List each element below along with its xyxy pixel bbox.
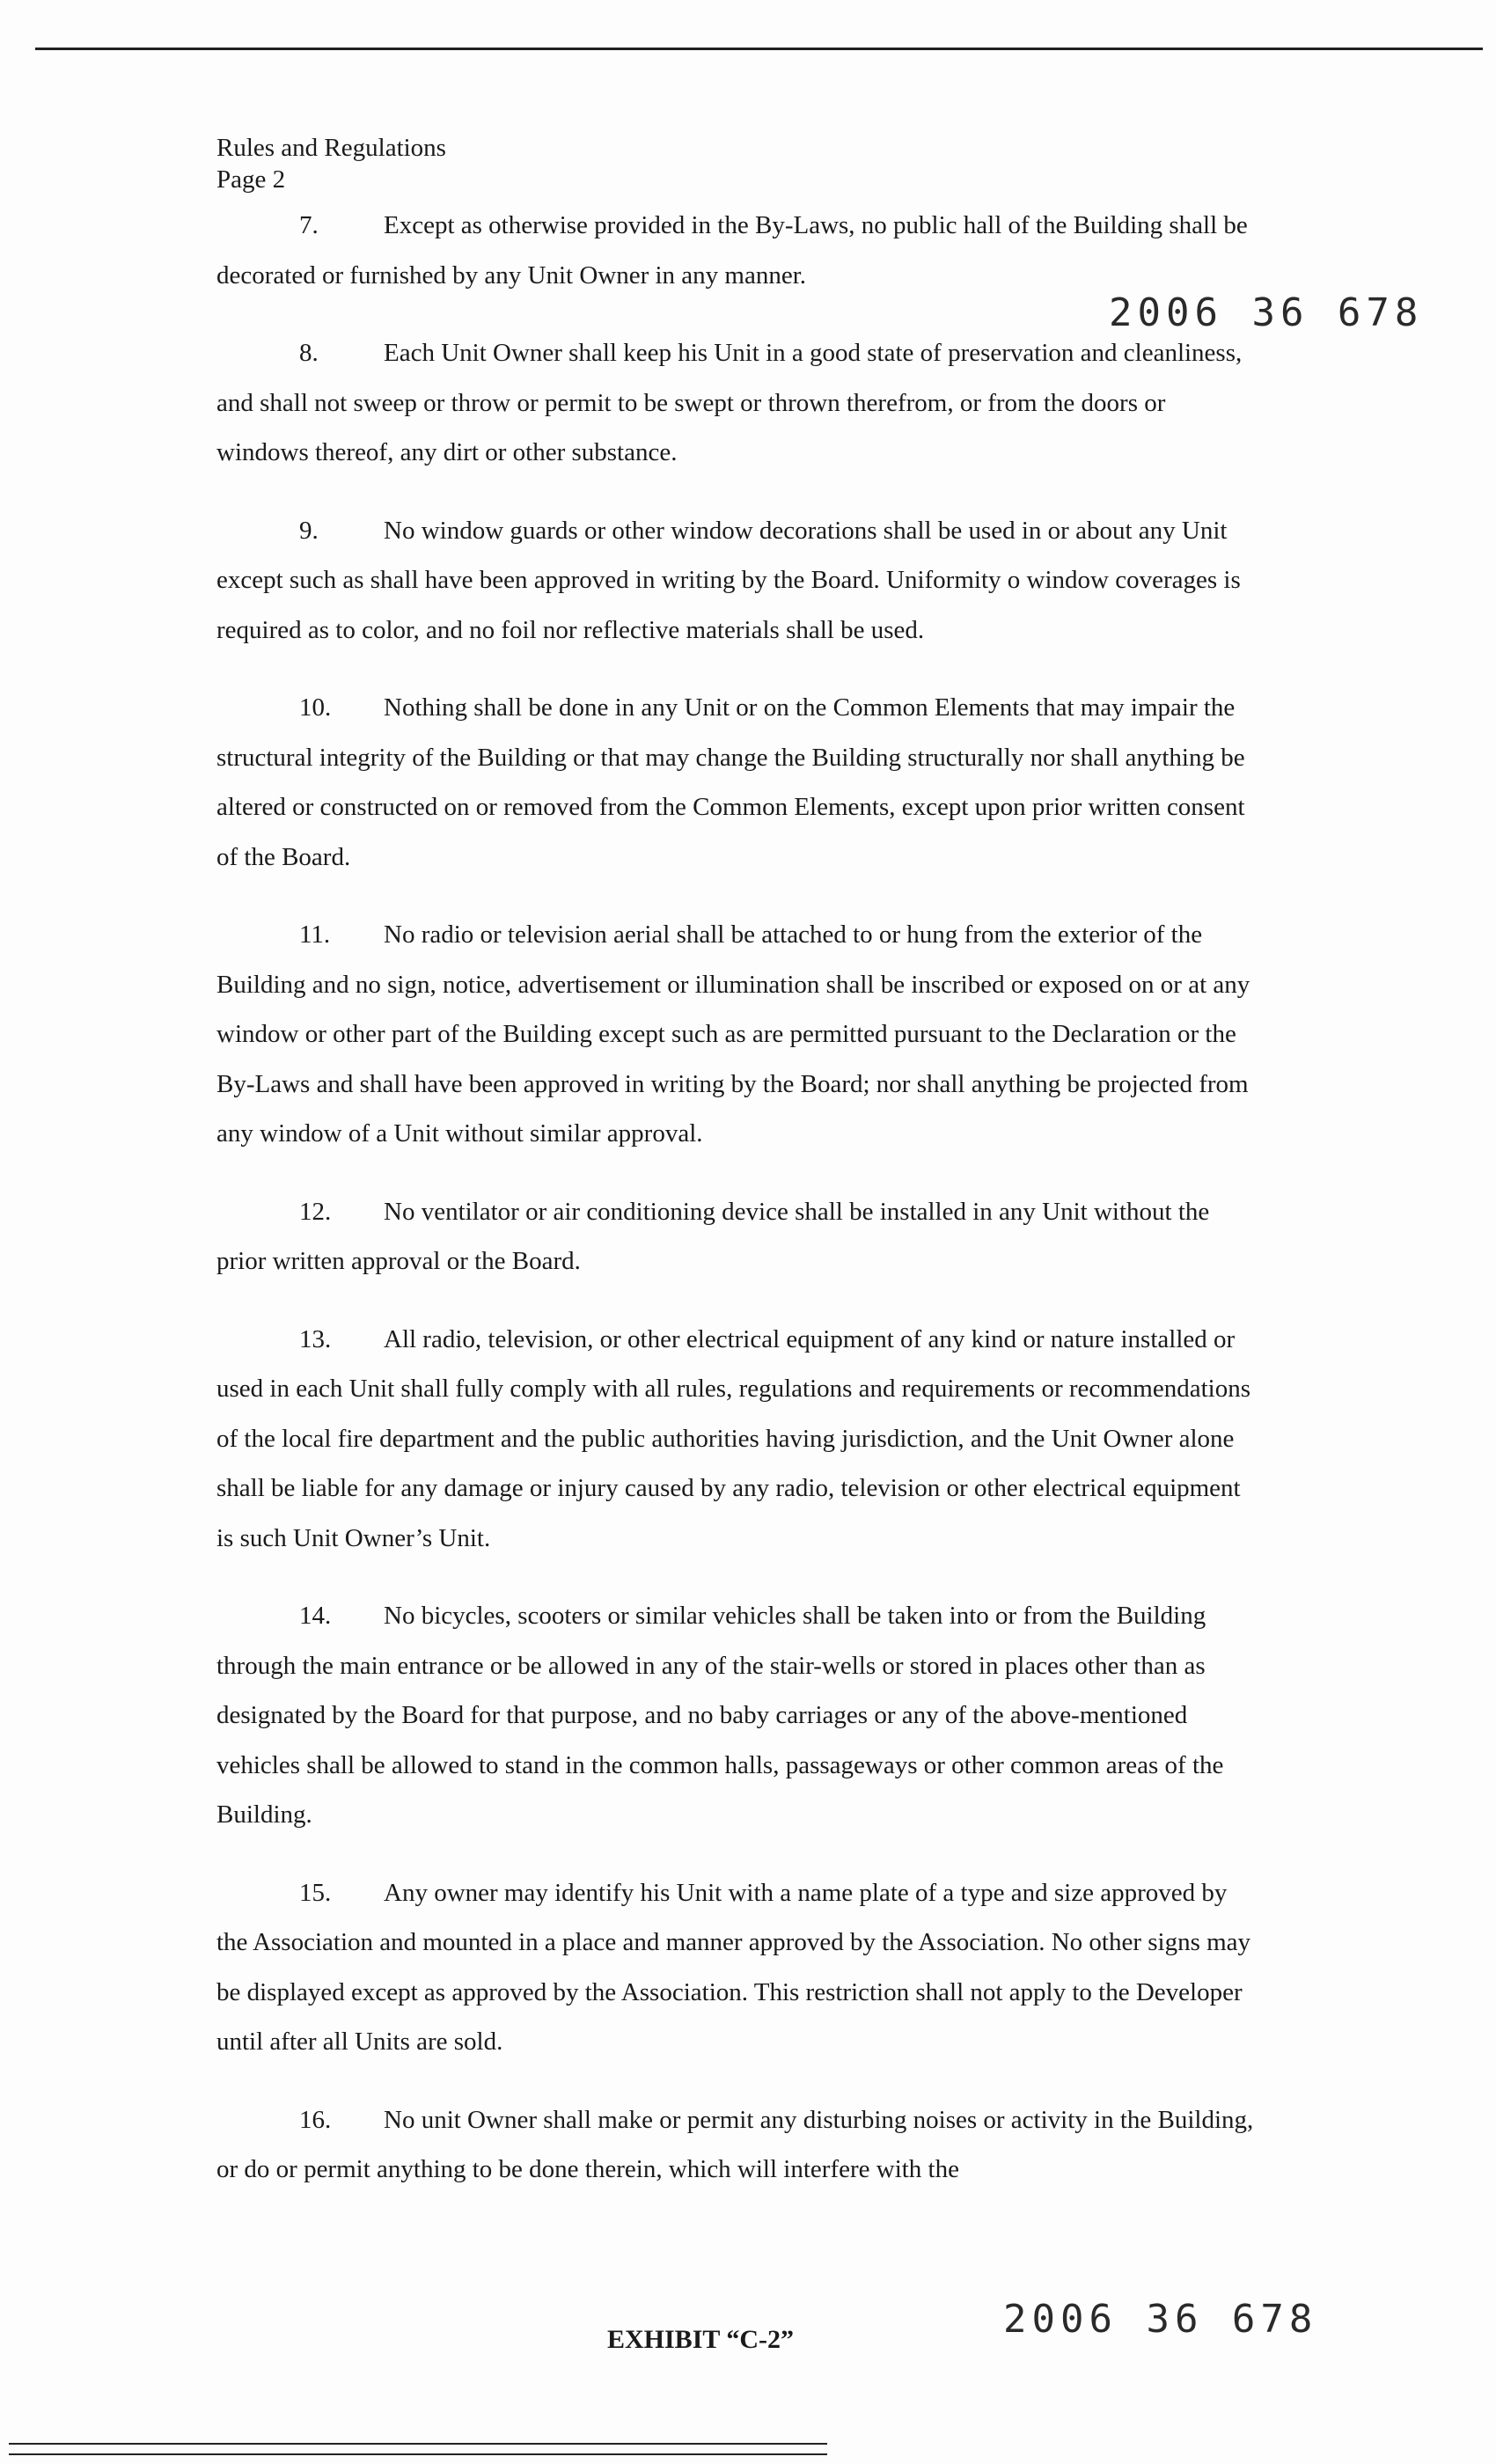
- rule-text: No unit Owner shall make or permit any disturbing noises or activity in the Building, or do or permit anything to be done therein, which will interfere with the: [216, 2105, 1254, 2183]
- rule-paragraph: [216, 910, 1255, 1159]
- top-rule: [35, 48, 1483, 50]
- rule-text: Except as otherwise provided in the By-Laws, no public hall of the Building shall be decorated or furnished by any Unit Owner in any manner.: [216, 211, 1248, 290]
- bottom-rule: [9, 2443, 827, 2445]
- rule-number: 13.: [299, 1324, 332, 1353]
- rule-number: 11.: [299, 920, 331, 949]
- header-page-number: Page 2: [216, 165, 286, 194]
- rule-number: 7.: [299, 211, 319, 239]
- recording-stamp-top: 2006 36 678: [1109, 290, 1424, 335]
- rule-number: 10.: [299, 693, 332, 722]
- rule-paragraph: [216, 1868, 1255, 2067]
- exhibit-label: EXHIBIT “C-2”: [607, 2325, 794, 2354]
- rule-number: 9.: [299, 516, 319, 545]
- rule-text: Any owner may identify his Unit with a name plate of a type and size approved by the Association and mounted in a place and manner approved by the Association. No other signs may be displayed except as approved by the Association. This restriction shall not apply to the Developer until after all Units are sold.: [216, 1878, 1251, 2056]
- rule-text: No bicycles, scooters or similar vehicles shall be taken into or from the Building through the main entrance or be allowed in any of the stair-wells or stored in places other than as designated by the Board for that purpose, and no baby carriages or any of the above-mentioned vehicles shall be allowed to stand in the common halls, passageways or other common areas of the Building.: [216, 1602, 1224, 1829]
- rule-text: No radio or television aerial shall be attached to or hung from the exterior of the Building and no sign, notice, advertisement or illumination shall be inscribed or exposed on or at any window or other part of the Building except such as are permitted pursuant to the Declaration or the By-Laws and shall have been approved in writing by the Board; nor shall anything be projected from any window of a Unit without similar approval.: [216, 920, 1250, 1148]
- rule-paragraph: [216, 201, 1255, 300]
- rule-text: No window guards or other window decorations shall be used in or about any Unit except such as shall have been approved in writing by the Board. Uniformity o window coverages is required as to color, and no foil nor reflective materials shall be used.: [216, 516, 1241, 644]
- rule-text: Each Unit Owner shall keep his Unit in a good state of preservation and cleanliness, and shall not sweep or throw or permit to be swept or thrown therefrom, or from the doors or windows thereof, any dirt or other substance.: [216, 339, 1243, 466]
- rule-paragraph: [216, 2095, 1255, 2195]
- rules-list: [216, 201, 1255, 2223]
- rule-paragraph: [216, 1187, 1255, 1287]
- rule-paragraph: [216, 328, 1255, 478]
- rule-text: Nothing shall be done in any Unit or on the Common Elements that may impair the structural integrity of the Building or that may change the Building structurally nor shall anything be altered or constructed on or removed from the Common Elements, except upon prior written consent of the Board.: [216, 693, 1245, 871]
- rule-number: 8.: [299, 339, 319, 367]
- rule-text: All radio, television, or other electrical equipment of any kind or nature installed or used in each Unit shall fully comply with all rules, regulations and requirements or recommendations of the local fire department and the public authorities having jurisdiction, and the Unit Owner alone shall be liable for any damage or injury caused by any radio, television or other electrical equipment is such Unit Owner’s Unit.: [216, 1324, 1251, 1552]
- recording-stamp-bottom: 2006 36 678: [1003, 2297, 1318, 2342]
- rule-paragraph: [216, 683, 1255, 882]
- rule-number: 16.: [299, 2105, 332, 2134]
- rule-text: No ventilator or air conditioning device shall be installed in any Unit without the prior written approval or the Board.: [216, 1197, 1210, 1275]
- rule-paragraph: [216, 1591, 1255, 1840]
- bottom-rule: [9, 2453, 827, 2455]
- rule-number: 12.: [299, 1197, 332, 1226]
- rule-number: 14.: [299, 1602, 332, 1630]
- page-header: [216, 132, 446, 195]
- rule-paragraph: [216, 1315, 1255, 1564]
- rule-paragraph: [216, 506, 1255, 656]
- rule-number: 15.: [299, 1878, 332, 1907]
- header-title: Rules and Regulations: [216, 134, 446, 162]
